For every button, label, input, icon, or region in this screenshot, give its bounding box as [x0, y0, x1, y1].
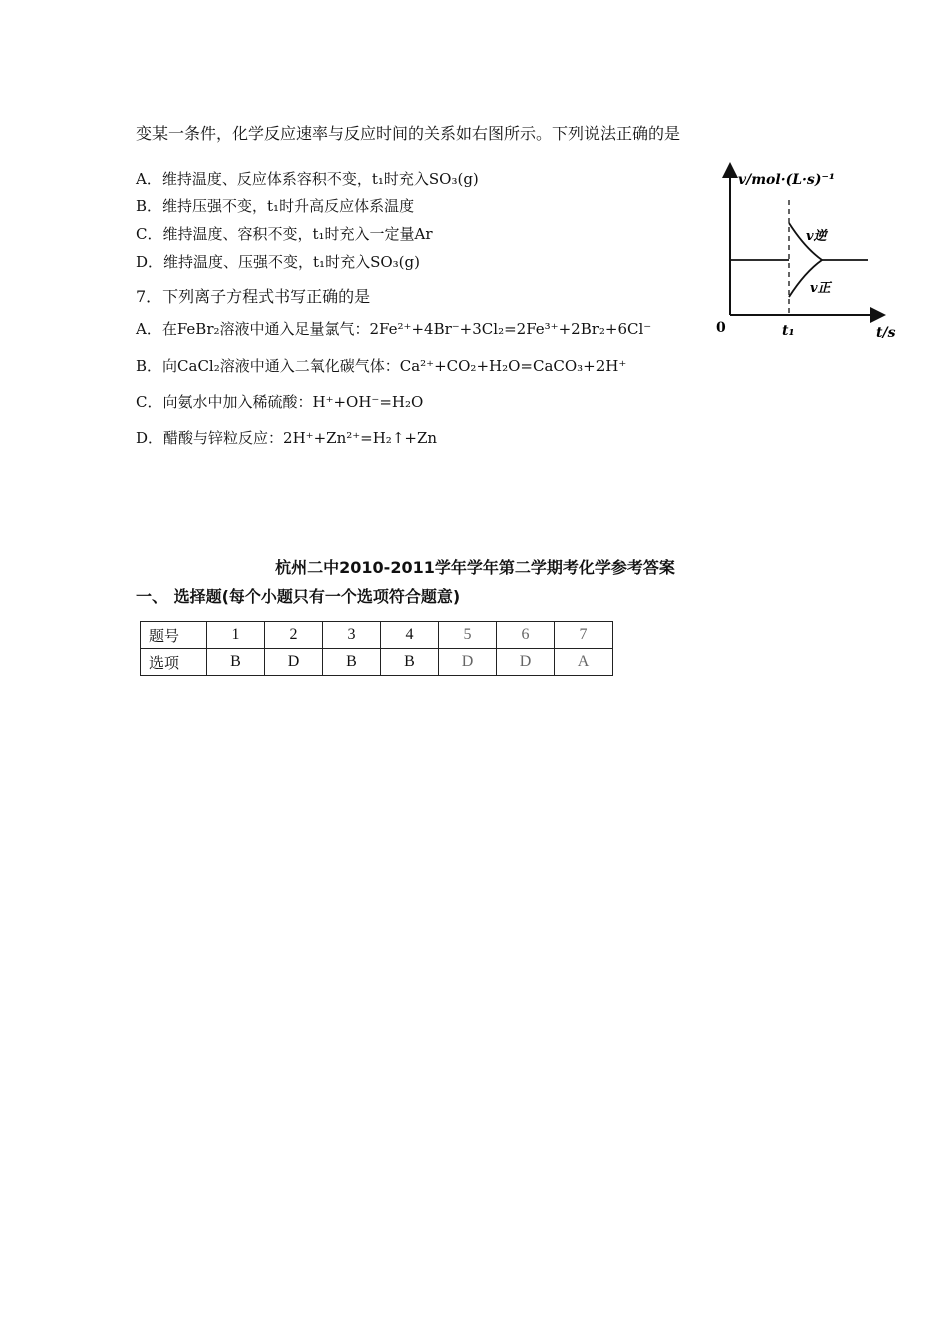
table-row — [141, 622, 613, 649]
table-cell: B — [323, 649, 381, 676]
table-cell: 6 — [497, 622, 555, 649]
question6-option-a — [136, 168, 479, 189]
row-header-number: 题号 — [141, 622, 207, 649]
option-text: 维持压强不变，t₁时升高反应体系温度 — [162, 197, 415, 215]
question6-option-c — [136, 223, 433, 244]
table-cell: D — [265, 649, 323, 676]
option-text: 维持温度、压强不变，t₁时充入SO₃(g) — [163, 253, 420, 271]
question6-stem: 变某一条件，化学反应速率与反应时间的关系如右图所示。下列说法正确的是 — [136, 124, 681, 143]
table-cell: 1 — [207, 622, 265, 649]
option-label: A． — [136, 320, 162, 338]
x-axis-label: t/s — [876, 325, 896, 341]
option-text: 醋酸与锌粒反应：2H⁺+Zn²⁺=H₂↑+Zn — [163, 429, 438, 447]
table-row — [141, 649, 613, 676]
question7-option-c — [136, 391, 423, 412]
v-forward-label: v正 — [810, 281, 831, 296]
table-cell: 7 — [555, 622, 613, 649]
table-cell: A — [555, 649, 613, 676]
option-label: C． — [136, 393, 163, 411]
question7-option-a — [136, 318, 651, 339]
question6-option-b — [136, 195, 414, 216]
option-text: 向氨水中加入稀硫酸：H⁺+OH⁻=H₂O — [162, 393, 424, 411]
table-cell: 2 — [265, 622, 323, 649]
option-label: A． — [136, 170, 162, 188]
v-reverse-label: v逆 — [806, 229, 827, 244]
table-cell: B — [207, 649, 265, 676]
answer-table — [140, 621, 613, 676]
option-text: 在FeBr₂溶液中通入足量氯气：2Fe²⁺+4Br⁻+3Cl₂=2Fe³⁺+2Br₂+6Cl⁻ — [161, 320, 652, 338]
row-header-choice: 选项 — [141, 649, 207, 676]
option-label: D． — [136, 429, 164, 447]
option-label: D． — [136, 253, 164, 271]
question7-option-b — [136, 355, 626, 376]
option-label: C． — [136, 225, 163, 243]
table-cell: 4 — [381, 622, 439, 649]
t1-label: t₁ — [782, 323, 795, 339]
option-text: 维持温度、容积不变，t₁时充入一定量Ar — [162, 225, 433, 243]
section-heading: 一、 选择题(每个小题只有一个选项符合题意) — [136, 587, 461, 606]
question6-option-d — [136, 251, 420, 272]
y-axis-label: v/mol·(L·s)⁻¹ — [738, 172, 835, 188]
rate-time-figure — [710, 160, 910, 350]
table-cell: D — [439, 649, 497, 676]
table-cell: 5 — [439, 622, 497, 649]
option-text: 维持温度、反应体系容积不变，t₁时充入SO₃(g) — [161, 170, 479, 188]
option-label: B． — [136, 357, 163, 375]
origin-label: 0 — [716, 320, 726, 336]
question7-option-d — [136, 427, 437, 448]
table-cell: D — [497, 649, 555, 676]
option-text: 向CaCl₂溶液中通入二氧化碳气体：Ca²⁺+CO₂+H₂O=CaCO₃+2H⁺ — [162, 357, 627, 375]
table-cell: 3 — [323, 622, 381, 649]
option-label: B． — [136, 197, 163, 215]
question7-stem: 7．下列离子方程式书写正确的是 — [136, 287, 371, 306]
answer-key-title: 杭州二中2010-2011学年学年第二学期考化学参考答案 — [275, 558, 675, 577]
table-cell: B — [381, 649, 439, 676]
